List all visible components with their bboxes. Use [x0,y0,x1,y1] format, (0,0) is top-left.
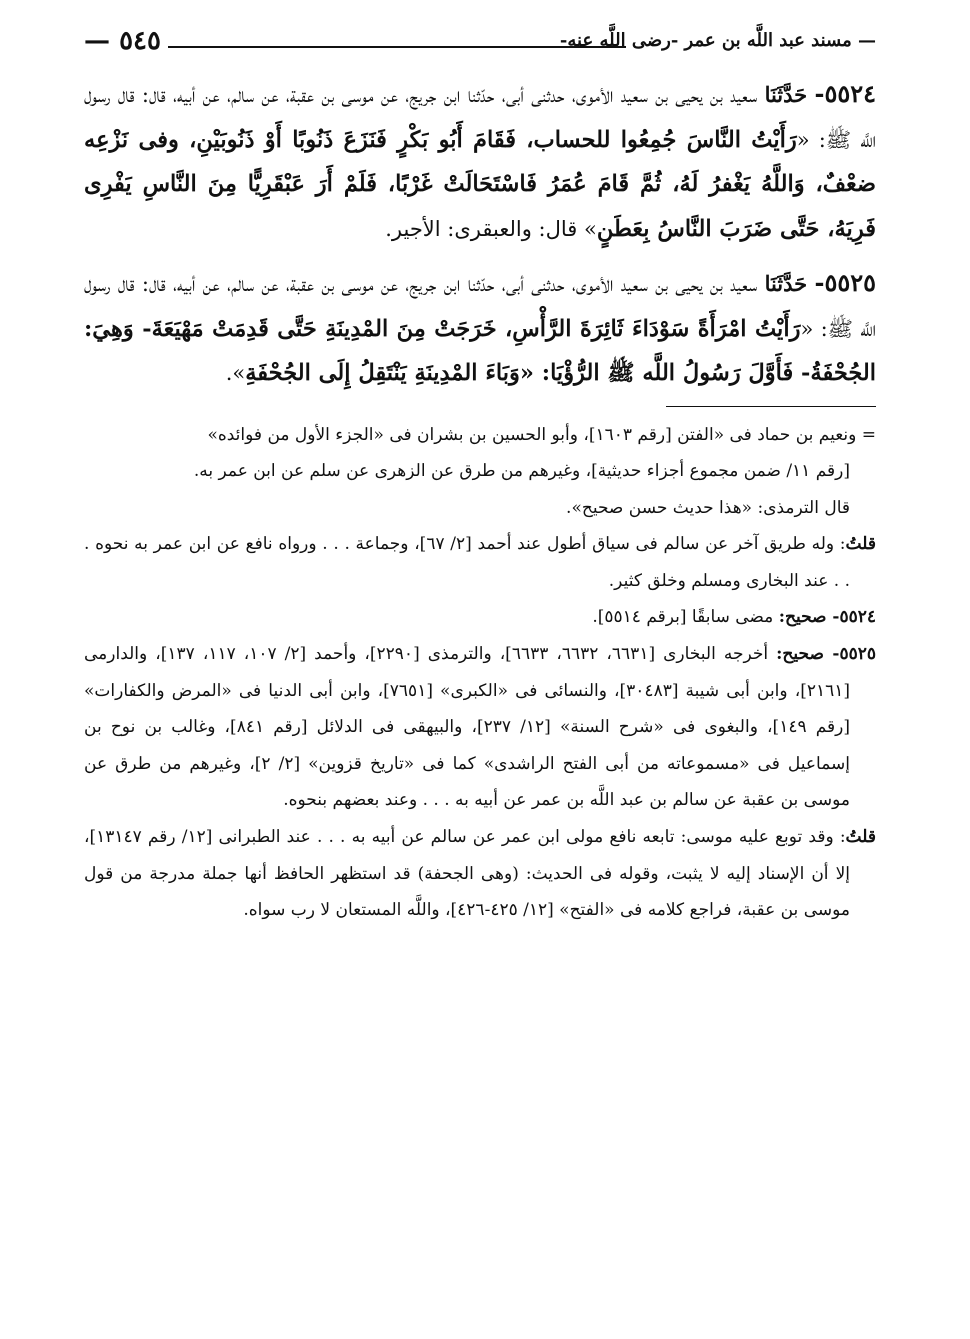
footnote-label: قلتُ [845,827,876,848]
footnote-line: = ونعيم بن حماد فى «الفتن [رقم ١٦٠٣]، وأبو الحسين بن بشران فى «الجزء الأول من فوائده» [207,424,876,445]
footnote-text: : وقد توبع عليه موسى: تابعه نافع مولى ابن عمر عن سالم عن أبيه به . . . عند الطبرانى [١٢/ رقم ١٣١٤٧]، إلا أن الإسناد إليه لا يثبت، وقوله فى الحديث: (وهى الجحفة) قد استظهر الحافظ أنها جملة مدرجة من قول موسى بن عقبة، فراجع كلامه فى «الفتح» [١٢/ ٤٢٥-٤٢٦]، واللَّه المستعان لا رب سواه. [84,827,850,921]
page-number: ٥٤٥ — [84,26,161,56]
hadith-matn: رَأَيْتُ النَّاسَ جُمِعُوا للحساب، فَقَامَ أَبُو بَكْرٍ فَنَزَعَ ذَنُوبًا أَوْ ذَنُوبَيْنِ، وفى نَزْعِه ضعْفٌ، وَاللَّهُ يَغْفرُ لَهُ، ثُمَّ قَامَ عُمَرُ فَاسْتَحَالَتْ غَرْبًا، فَلَمْ أَرَ عَبْقَرِيًّا مِنَ النَّاسِ يَفْرِى فَرِيَهُ، حَتَّى ضَرَبَ النَّاسُ بِعَطَنٍ [84,126,876,242]
running-title: — مسند عبد اللَّه بن عمر -رضى اللَّه عنه- [560,30,876,51]
hadith-closing: » قال: والعبقرى: الأجير. [385,216,597,241]
footnote-qultu-2 [84,819,876,929]
footnote-text: مضى سابقًا [برقم ٥٥١٤]. [592,607,779,628]
hadith-number: ٥٥٢٤- [814,79,876,108]
header-rule [168,46,626,48]
footnote-text: أخرجه البخارى [٦٦٣١، ٦٦٣٢، ٦٦٣٣]، والترمذى [٢٢٩٠]، وأحمد [٢/ ١٠٧، ١١٧، ١٣٧]، والدارمى [٢١٦١]، وابن أبى شيبة [٣٠٤٨٣]، والنسائى فى «الكبرى» [٧٦٥١]، وابن أبى الدنيا فى «المرض والكفارات» [رقم ١٤٩]، والبغوى فى «شرح السنة» [١٢/ ٢٣٧]، والبيهقى فى الدلائل [رقم ٨٤١]، وغالب بن نوح بن إسماعيل فى «مسموعاته من أبى الفتح الراشدى» كما فى «تاريخ قزوين» [٢/ ٢]، وغيرهم من طرق عن موسى بن عقبة عن سالم بن عبد اللَّه بن عمر عن أبيه به . . . وعند بعضهم بنحوه. [84,644,851,811]
footnote-label: قلتُ [845,534,876,555]
footnote-line: قال الترمذى: «هذا حديث حسن صحيح». [566,497,850,518]
footnote-continued-2 [84,453,876,490]
footnote-5525 [84,636,876,819]
hadith-5525 [84,261,876,396]
footnote-text: : وله طريق آخر عن سالم فى سياق أطول عند أحمد [٢/ ٦٧]، وجماعة . . . ورواه نافع عن ابن عمر به نحوه . . . عند البخارى ومسلم وخلق كثير. [84,534,850,591]
footnote-label: ٥٥٢٤- صحيح: [778,607,876,628]
hadith-5524 [84,72,876,251]
hadith-closing: ». [225,361,246,385]
footnote-5524 [84,599,876,636]
footnote-continued [84,417,876,454]
hadith-opening: حَدَّثَنَا [764,82,808,107]
footnotes [84,417,876,929]
hadith-isnad: سعيد بن يحيى بن سعيد الأموى، حدثنى أبى، حدّثنا ابن جريج، عن موسى بن عقبة، عن سالم، عن أبيه، قال: قال رسول اللَّه ﷺ: « [84,83,877,152]
page-header [84,26,876,72]
footnote-line: [رقم ١١/ ضمن مجموع أجزاء حديثية]، وغيرهم من طرق عن الزهرى عن سلم عن ابن عمر به. [193,461,850,482]
footnote-divider [666,406,876,407]
hadith-opening: حَدَّثَنَا [764,271,808,296]
footnote-qultu-1 [84,526,876,599]
footnote-tirmidhi [84,490,876,527]
hadith-number: ٥٥٢٥- [814,268,876,297]
hadith-matn: رَأَيْتُ امْرَأَةً سَوْدَاءَ ثَائِرَةَ الرَّأْسِ، خَرَجَتْ مِنَ المْدِينَةِ حَتَّى قَدِمَتْ مَهْيَعَةَ- وَهِيَ: الجُحْفَةُ- فَأَوَّلَ رَسُولُ اللَّه ﷺ الرُّؤْيَا: «وَبَاءَ المْدِينَةِ يَنْتَقِلُ إِلَى الجُحْفَةِ [84,315,876,386]
hadith-isnad: سعيد بن يحيى بن سعيد الأموى، حدثنى أبى، حدّثنا ابن جريج، عن موسى بن عقبة، عن سالم، عن أبيه، قال: قال رسول اللَّه ﷺ: « [84,272,876,341]
footnote-label: ٥٥٢٥- صحيح: [776,644,877,665]
page [84,26,876,929]
